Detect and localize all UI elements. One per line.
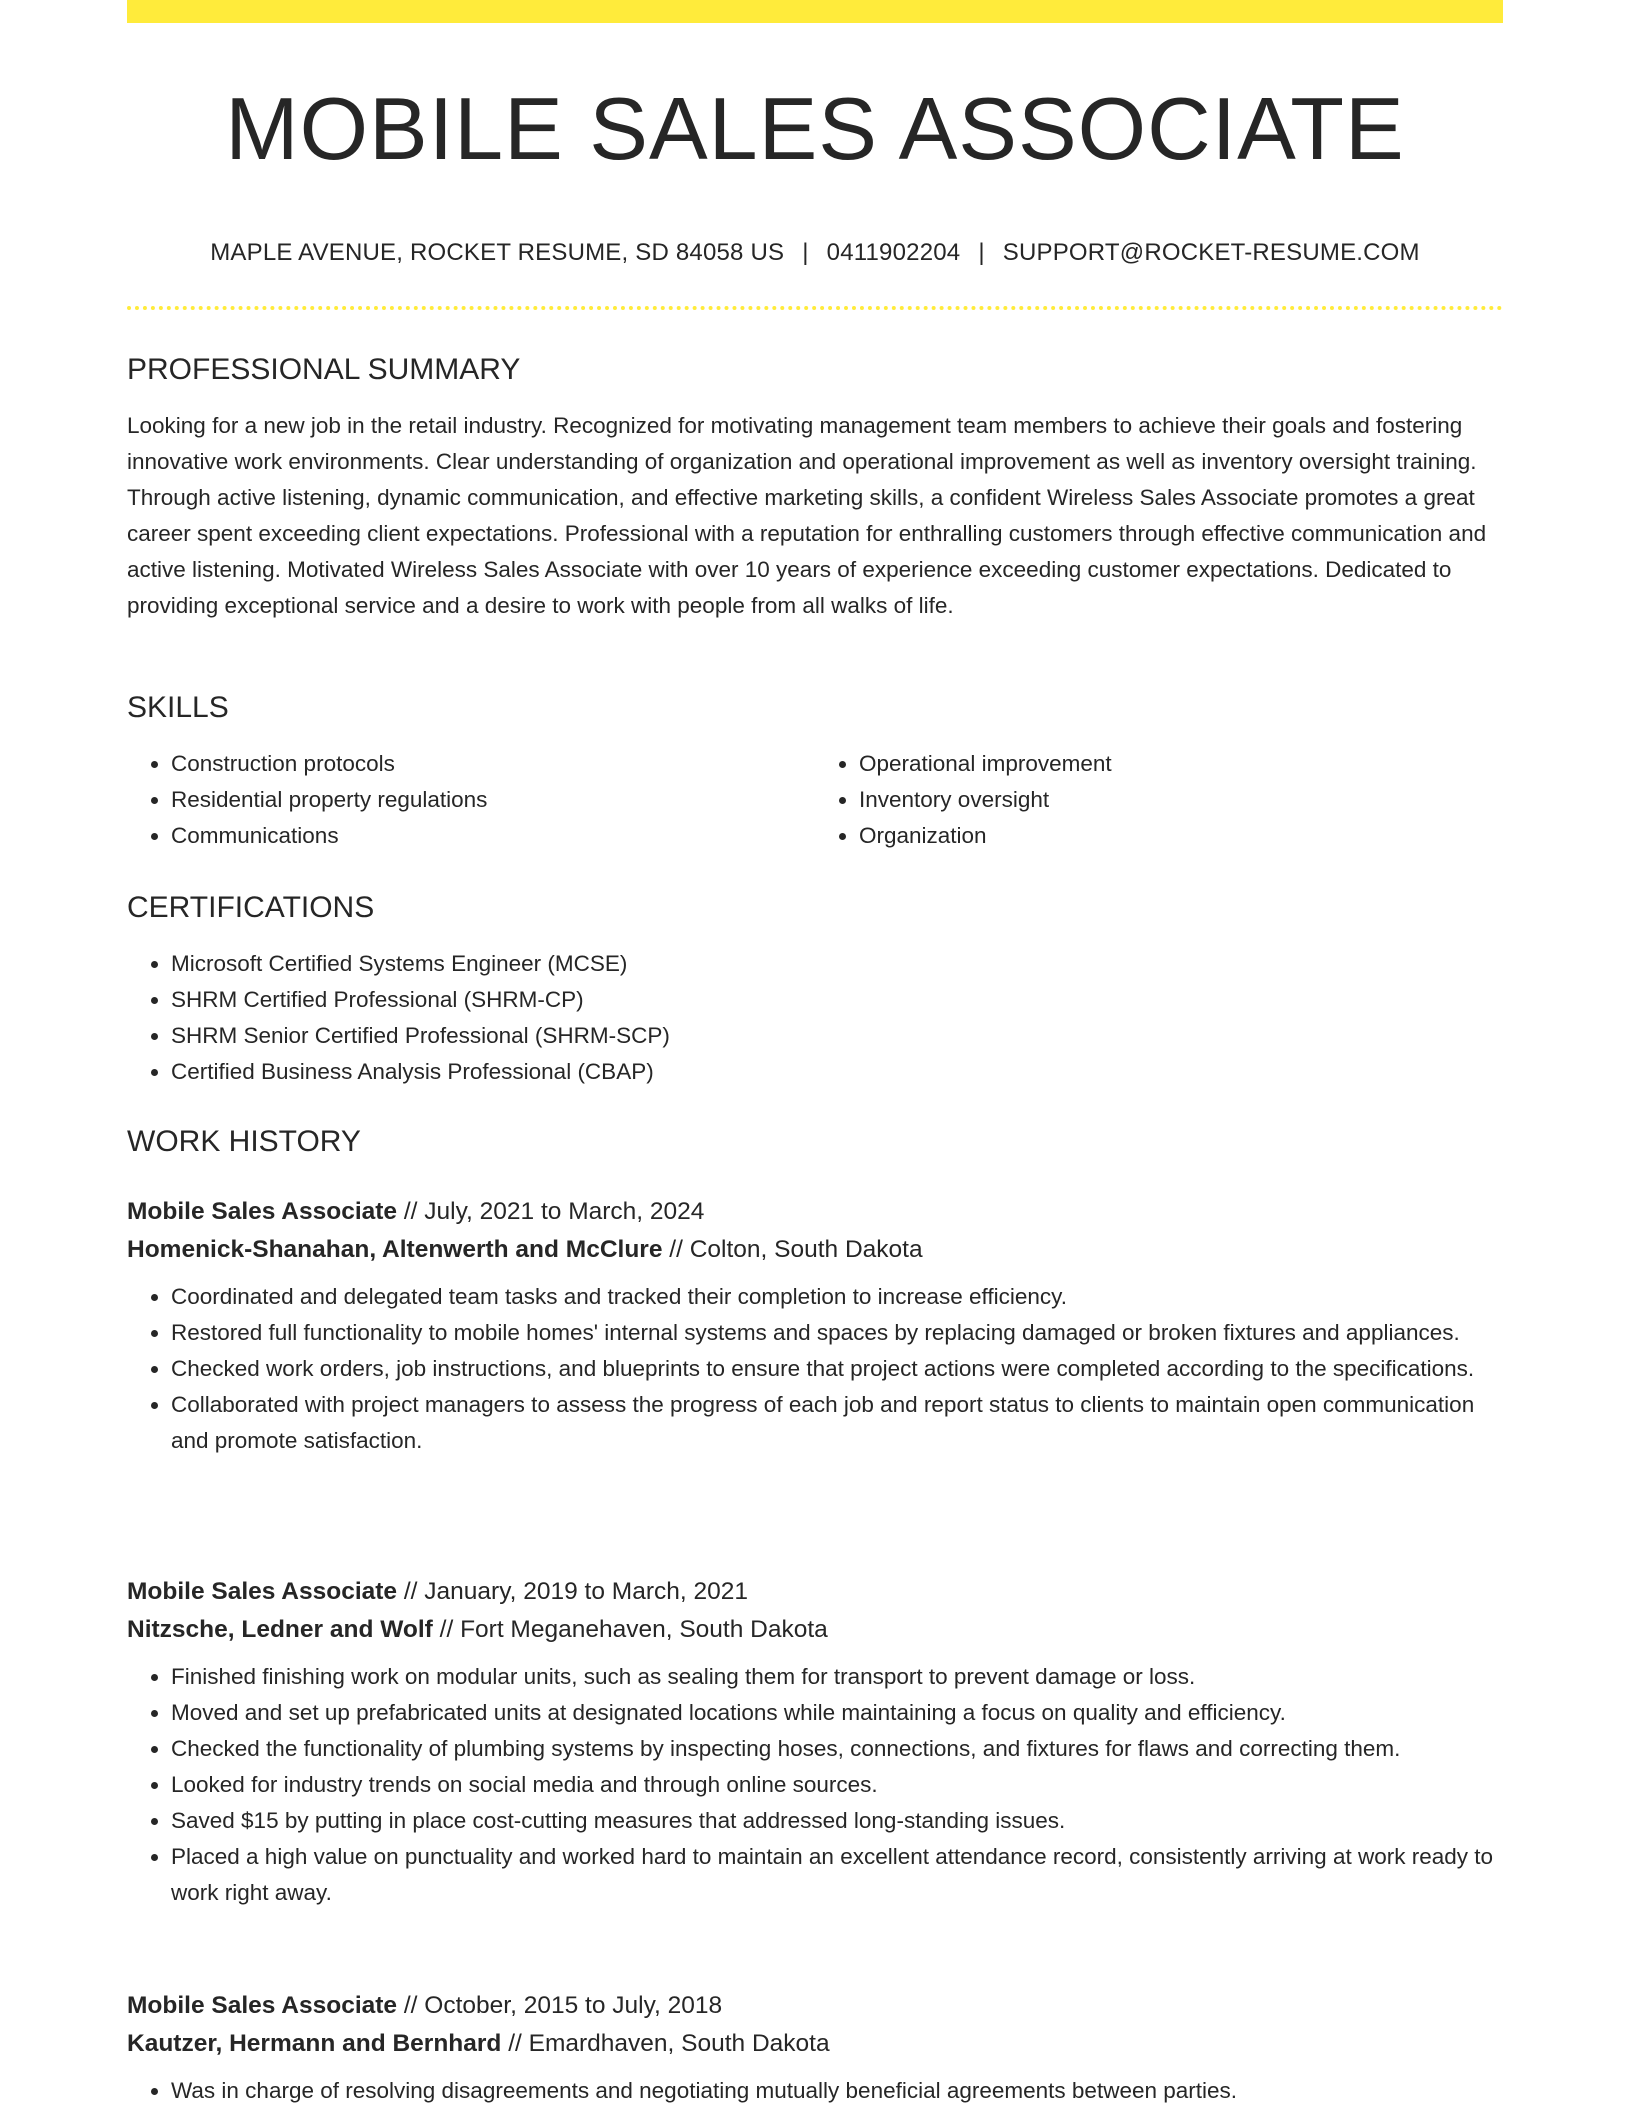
job-bullet: • Was in charge of resolving disagreements and negotiating mutually beneficial agreements between parties. [171,2073,1503,2109]
job-role: Mobile Sales Associate [127,1198,398,1225]
job-company-line [127,2025,1503,2063]
certification-item: • Microsoft Certified Systems Engineer (MCSE) [171,946,1503,982]
contact-separator: | [802,239,809,266]
skill-item: • Operational improvement [859,746,1503,782]
skills-heading: SKILLS [127,691,229,724]
work-history-heading: WORK HISTORY [127,1125,361,1158]
job-dates: // July, 2021 to March, 2024 [397,1198,705,1225]
certification-item: • SHRM Certified Professional (SHRM-CP) [171,982,1503,1018]
skills-section [127,690,1503,854]
job-title-line [127,1193,1503,1231]
job-bullet: • Collaborated with project managers to assess the progress of each job and report status to clients to maintain open communication and promote satisfaction. [171,1387,1503,1459]
resume-page [127,0,1503,2103]
contact-address: MAPLE AVENUE, ROCKET RESUME, SD 84058 US [210,239,785,266]
job-bullet: • Finished finishing work on modular units, such as sealing them for transport to prevent damage or loss. [171,1659,1503,1695]
job-bullet: • Looked for industry trends on social media and through online sources. [171,1767,1503,1803]
skills-list-right [815,746,1503,854]
skill-item: • Communications [171,818,815,854]
job-location: // Fort Meganehaven, South Dakota [432,1616,828,1643]
job-location: // Emardhaven, South Dakota [501,2030,830,2057]
skill-item: • Inventory oversight [859,782,1503,818]
job-bullet: • Moved and set up prefabricated units at designated locations while maintaining a focus on quality and efficiency. [171,1695,1503,1731]
skill-item: • Construction protocols [171,746,815,782]
job-bullets [127,1279,1503,1459]
certification-item: • SHRM Senior Certified Professional (SHRM-SCP) [171,1018,1503,1054]
skill-item: • Residential property regulations [171,782,815,818]
contact-email[interactable]: SUPPORT@ROCKET-RESUME.COM [1002,239,1420,266]
job-bullet: • Placed a high value on punctuality and worked hard to maintain an excellent attendance record, consistently arriving at work ready to work right away. [171,1839,1503,1911]
job-company: Kautzer, Hermann and Bernhard [127,2030,502,2057]
job-bullet: • Checked the functionality of plumbing systems by inspecting hoses, connections, and fixtures for flaws and correcting them. [171,1731,1503,1767]
job-dates: // October, 2015 to July, 2018 [397,1992,723,2019]
skills-list-left [127,746,815,854]
summary-heading: PROFESSIONAL SUMMARY [127,353,521,386]
job-dates: // January, 2019 to March, 2021 [397,1578,748,1605]
skill-item: • Organization [859,818,1503,854]
top-accent-bar [127,0,1503,23]
certifications-heading: CERTIFICATIONS [127,891,375,924]
certification-item: • Certified Business Analysis Professional (CBAP) [171,1054,1503,1090]
skills-columns [127,746,1503,854]
job-bullet: • Coordinated and delegated team tasks and tracked their completion to increase efficiency. [171,1279,1503,1315]
summary-text: Looking for a new job in the retail industry. Recognized for motivating management team members to achieve their goals and fostering innovative work environments. Clear understanding of organization and operational improvement as well as inventory oversight training. Through active listening, dynamic communication, and effective marketing skills, a confident Wireless Sales Associate promotes a great career spent exceeding client expectations. Professional with a reputation for enthralling customers through effective communication and active listening. Motivated Wireless Sales Associate with over 10 years of experience exceeding customer expectations. Dedicated to providing exceptional service and a desire to work with people from all walks of life. [127,413,1487,618]
job-company-line [127,1231,1503,1269]
job-bullets [127,1659,1503,1911]
resume-name-title: MOBILE SALES ASSOCIATE [225,79,1405,178]
job-company-line [127,1611,1503,1649]
job-bullet: • Saved $15 by putting in place cost-cutting measures that addressed long-standing issues. [171,1803,1503,1839]
contact-phone: 0411902204 [826,239,961,266]
job-title-line [127,1573,1503,1611]
certifications-section [127,890,1503,1090]
work-history-section [127,1124,1503,1160]
summary-section [127,352,1503,624]
job-company: Nitzsche, Ledner and Wolf [127,1616,433,1643]
job-title-line [127,1987,1503,2025]
job-bullet: • Restored full functionality to mobile homes' internal systems and spaces by replacing damaged or broken fixtures and appliances. [171,1315,1503,1351]
job-entry [127,1987,1503,2109]
job-bullets [127,2073,1503,2109]
job-location: // Colton, South Dakota [662,1236,923,1263]
contact-separator: | [978,239,985,266]
job-role: Mobile Sales Associate [127,1578,398,1605]
job-company: Homenick-Shanahan, Altenwerth and McClure [127,1236,663,1263]
header-divider [127,306,1503,310]
job-bullet: • Checked work orders, job instructions, and blueprints to ensure that project actions were completed according to the specifications. [171,1351,1503,1387]
job-role: Mobile Sales Associate [127,1992,398,2019]
job-entry [127,1573,1503,1911]
job-entry [127,1193,1503,1459]
contact-line [127,239,1503,268]
certifications-list [127,946,1503,1090]
